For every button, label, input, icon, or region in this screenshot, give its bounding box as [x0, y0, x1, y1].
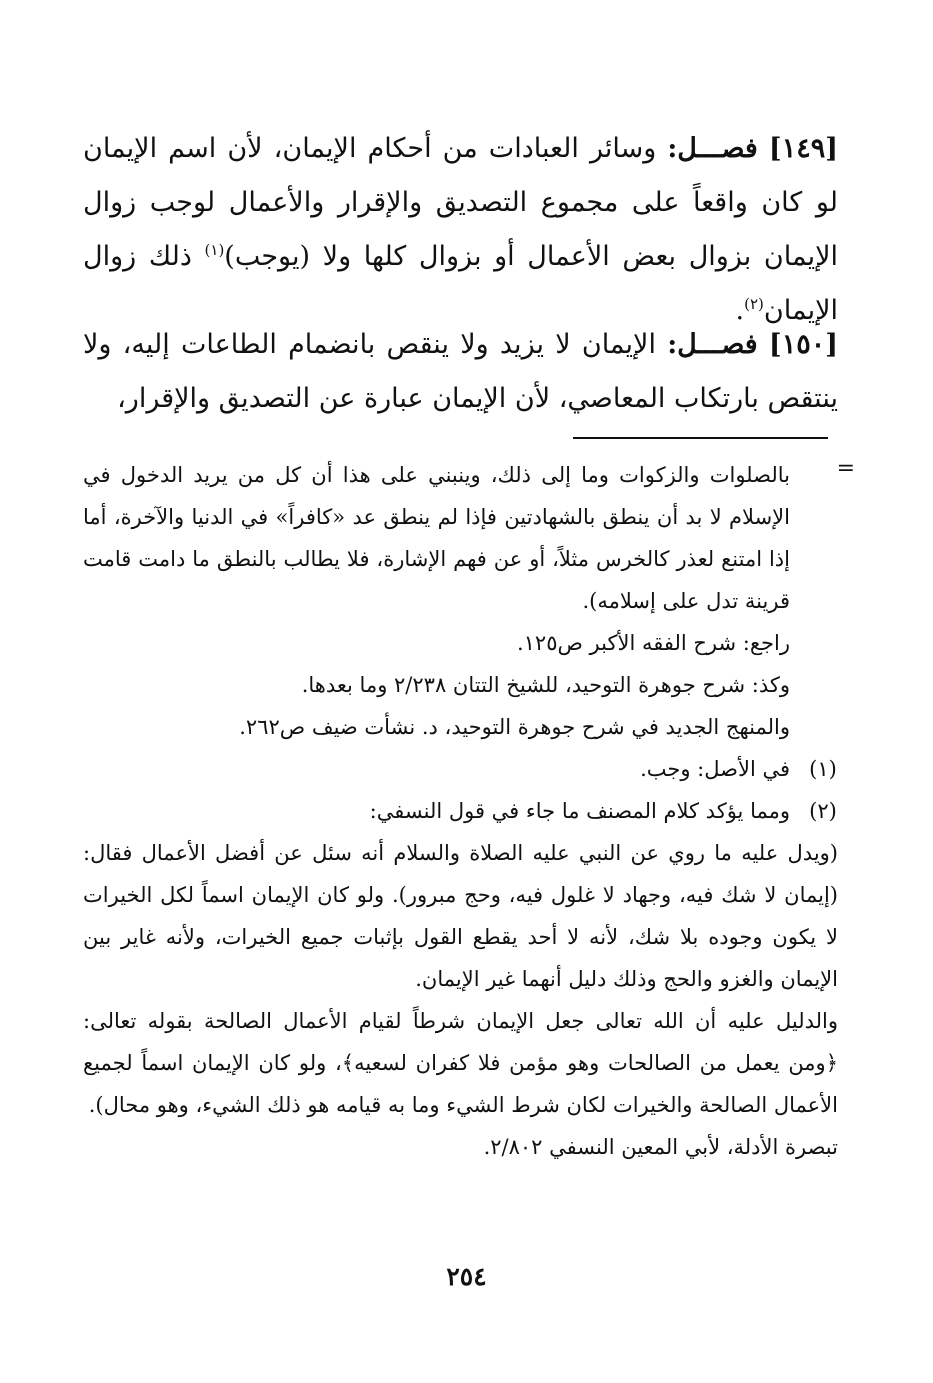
footnote-ref-line: والمنهج الجديد في شرح جوهرة التوحيد، د. نشأت ضيف ص٢٦٢.: [239, 715, 790, 739]
footnote-continued: بالصلوات والزكوات وما إلى ذلك، وينبني على هذا أن كل من يريد الدخول في الإسلام لا بد أن ينطق بالشهادتين فإذا لم ينطق عد «كافراً» في الدنيا والآخرة، أما إذا امتنع لعذر كالخرس مثلاً، أو عن فهم الإشارة، فلا يطالب بالنطق ما دامت قامت قرينة تدل على إسلامه).: [83, 463, 790, 613]
footnote-ref-1[interactable]: (١): [204, 241, 225, 259]
section-number: [١٤٩]: [768, 133, 838, 164]
footnote-2-quote: (ويدل عليه ما روي عن النبي عليه الصلاة والسلام أنه سئل عن أفضل الأعمال فقال: (إيمان لا شك فيه، وجهاد لا غلول فيه، وحج مبرور). ولو كان الإيمان اسماً لكل الخيرات لا يكون وجوده بلا شك، لأنه لا أحد يقطع القول بإثبات جميع الخيرات، ولأنه غاير بين الإيمان والغزو والحج وذلك دليل أنهما غير الإيمان.: [83, 841, 838, 991]
footnote-separator: [573, 437, 828, 439]
footnote-1-label: (١): [809, 757, 837, 781]
footnote-2-intro: ومما يؤكد كلام المصنف ما جاء في قول النسفي:: [369, 799, 790, 823]
footnote-ref-line: راجع: شرح الفقه الأكبر ص١٢٥.: [516, 631, 790, 655]
section-body: الإيمان لا يزيد ولا ينقص بانضمام الطاعات إليه، ولا ينتقص بارتكاب المعاصي، لأن الإيمان عبارة عن التصديق والإقرار،: [83, 329, 838, 414]
page-number: ٢٥٤: [446, 1262, 487, 1291]
footnote-2-source: تبصرة الأدلة، لأبي المعين النسفي ٢/٨٠٢.: [483, 1135, 838, 1159]
section-heading: فصـــل:: [667, 133, 758, 164]
footnote-2-quote-continued: والدليل عليه أن الله تعالى جعل الإيمان شرطاً لقيام الأعمال الصالحة بقوله تعالى: ﴿ومن يعمل من الصالحات وهو مؤمن فلا كفران لسعيه﴾، ولو كان الإيمان اسماً لجميع الأعمال الصالحة والخيرات لكان شرط الشيء وما به قيامه هو ذلك الشيء، وهو محال).: [83, 1009, 838, 1117]
section-number: [١٥٠]: [768, 329, 838, 360]
section-149: [83, 122, 838, 338]
section-150: [83, 318, 838, 426]
footnote-ref-2[interactable]: (٢): [744, 295, 764, 313]
section-150-paragraph: [83, 318, 838, 426]
footnote-1: [83, 748, 838, 790]
footnote-2-label: (٢): [809, 799, 837, 823]
section-body: وسائر العبادات من أحكام الإيمان، لأن اسم الإيمان لو كان واقعاً على مجموع التصديق والإقرار والأعمال لوجب زوال الإيمان بزوال بعض الأعمال أو بزوال كلها ولا (يوجب): [83, 133, 838, 272]
footnote-1-text: في الأصل: وجب.: [640, 757, 790, 781]
section-heading: فصـــل:: [667, 329, 758, 360]
section-body-mid: ذلك زوال الإيمان: [83, 241, 838, 326]
continuation-mark: =: [836, 456, 855, 481]
section-149-paragraph: [83, 122, 838, 338]
footnote-ref-line: وكذ: شرح جوهرة التوحيد، للشيخ التتان ٢/٢٣٨ وما بعدها.: [301, 673, 790, 697]
section-body-end: .: [735, 295, 745, 326]
footnotes: [83, 454, 838, 1168]
footnote-2: [83, 790, 838, 832]
